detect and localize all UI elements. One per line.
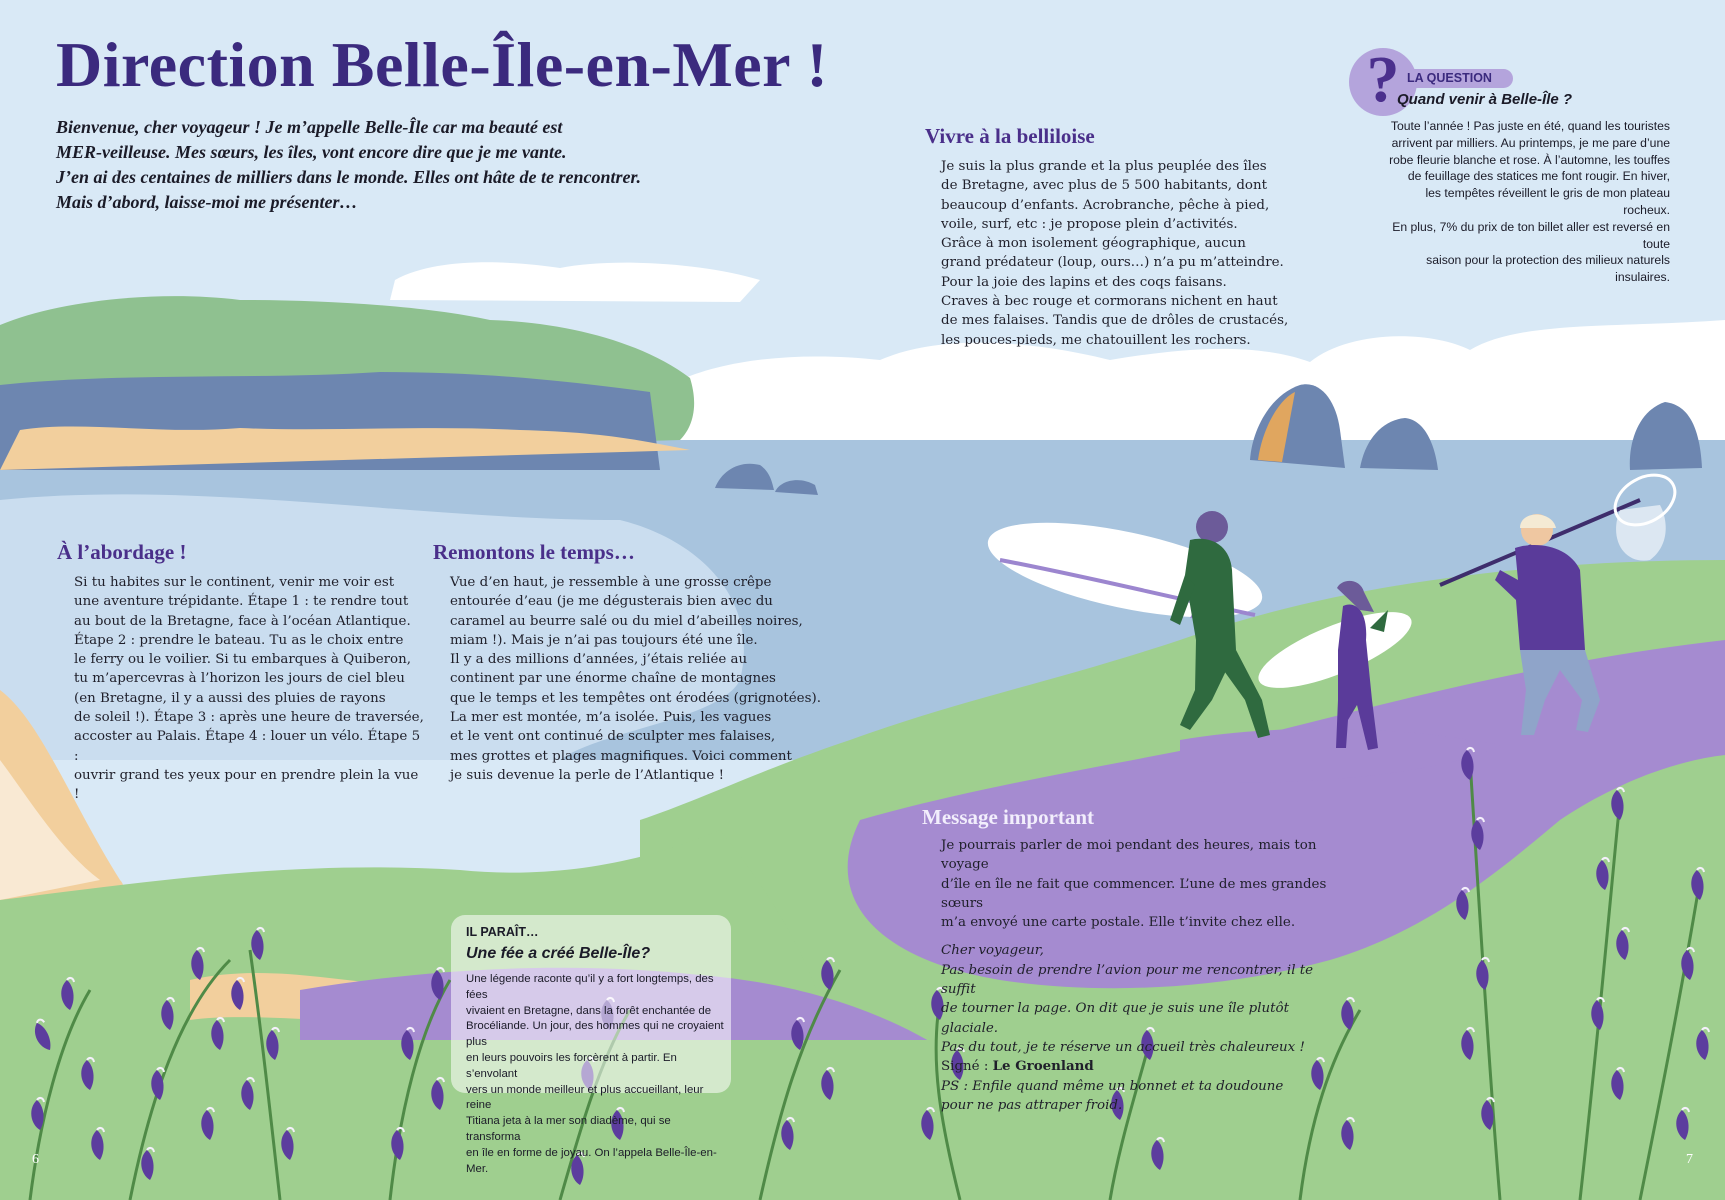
vivre-line: beaucoup d’enfants. Acrobranche, pêche à pied, (941, 197, 1270, 213)
temps-line: miam !). Mais je n’ai pas toujours été une île. (450, 632, 758, 648)
question-line: Toute l’année ! Pas juste en été, quand les touristes (1390, 119, 1670, 133)
legend-line: Brocéliande. Un jour, des hommes qui ne croyaient plus (466, 1020, 724, 1049)
temps-line: entourée d’eau (je me dégusterais bien avec du (450, 594, 773, 610)
legend-line: Une légende raconte qu’il y a fort longtemps, des fées (466, 973, 714, 1001)
vivre-line: grand prédateur (loup, ours…) n’a pu m’atteindre. (941, 255, 1284, 271)
vivre-line: les pouces-pieds, me chatouillent les rochers. (941, 332, 1251, 348)
temps-heading: Remontons le temps… (433, 540, 635, 564)
intro-line: J’en ai des centaines de milliers dans le monde. Elles ont hâte de te rencontrer. (56, 167, 641, 187)
temps-body (450, 573, 830, 785)
legend-line: en île en forme de joyau. On l’appela Belle-Île-en-Mer. (466, 1146, 717, 1175)
abordage-heading: À l’abordage ! (57, 540, 187, 564)
letter-line: Pas du tout, je te réserve un accueil très chaleureux ! (941, 1039, 1305, 1055)
intro-paragraph (56, 115, 836, 215)
legend-line: vers un monde meilleur et plus accueillant, leur reine (466, 1083, 704, 1112)
intro-line: Bienvenue, cher voyageur ! Je m’appelle Belle-Île car ma beauté est (56, 117, 563, 137)
temps-line: que le temps et les tempêtes ont érodées (grignotées). (450, 690, 821, 706)
abordage-line: ouvrir grand tes yeux pour en prendre plein la vue ! (74, 767, 419, 803)
message-body (941, 836, 1341, 1115)
question-line: saison pour la protection des milieux naturels insulaires. (1426, 253, 1670, 285)
temps-line: je suis devenue la perle de l’Atlantique ! (450, 767, 724, 783)
message-line: Je pourrais parler de moi pendant des heures, mais ton voyage (941, 838, 1317, 873)
vivre-line: Je suis la plus grande et la plus peuplée des îles (941, 159, 1267, 174)
intro-line: MER-veilleuse. Mes sœurs, les îles, vont encore dire que je me vante. (56, 142, 567, 162)
question-title: Quand venir à Belle-Île ? (1397, 91, 1573, 108)
vivre-heading: Vivre à la belliloise (925, 124, 1095, 148)
page-number-right: 7 (1686, 1152, 1693, 1167)
abordage-body (74, 573, 424, 805)
abordage-line: de soleil !). Étape 3 : après une heure de traversée, (74, 710, 424, 726)
abordage-line: Étape 2 : prendre le bateau. Tu as le choix entre (74, 632, 404, 648)
letter-ps: PS : Enfile quand même un bonnet et ta doudoune (941, 1078, 1284, 1094)
abordage-line: une aventure trépidante. Étape 1 : te rendre tout (74, 594, 409, 610)
vivre-line: Craves à bec rouge et cormorans nichent en haut (941, 294, 1278, 310)
question-line: les tempêtes réveillent le gris de mon plateau rocheux. (1425, 186, 1670, 217)
legend-line: vivaient en Bretagne, dans la forêt enchantée de (466, 1004, 712, 1017)
vivre-line: voile, surf, etc : je propose plein d’activités. (941, 216, 1238, 232)
vivre-line: Grâce à mon isolement géographique, aucun (941, 236, 1246, 252)
abordage-line: le ferry ou le voilier. Si tu embarques à Quiberon, (74, 652, 411, 668)
temps-line: et le vent ont continué de sculpter mes falaises, (450, 729, 776, 745)
question-body (1380, 118, 1670, 286)
letter-line: Pas besoin de prendre l’avion pour me rencontrer, il te suffit (941, 962, 1314, 998)
question-line: arrivent par milliers. Au printemps, je me pare d’une (1391, 135, 1670, 150)
temps-line: Il y a des millions d’années, j’étais reliée au (450, 652, 748, 668)
temps-line: La mer est montée, m’a isolée. Puis, les vagues (450, 710, 772, 726)
temps-line: caramel au beurre salé ou du miel d’abeilles noires, (450, 613, 803, 629)
vivre-body (941, 157, 1326, 350)
question-line: En plus, 7% du prix de ton billet aller est reversé en toute (1392, 219, 1670, 251)
vivre-line: Pour la joie des lapins et des coqs faisans. (941, 274, 1227, 290)
letter-line: Cher voyageur, (941, 943, 1044, 959)
signature-prefix: Signé : (941, 1059, 993, 1075)
letter-line: de tourner la page. On dit que je suis une île plutôt glaciale. (941, 1001, 1289, 1036)
temps-line: mes grottes et plages magnifiques. Voici comment (450, 748, 792, 764)
abordage-line: (en Bretagne, il y a aussi des pluies de rayons (74, 690, 386, 706)
vivre-line: de mes falaises. Tandis que de drôles de crustacés, (941, 313, 1289, 329)
abordage-line: au bout de la Bretagne, face à l’océan Atlantique. (74, 613, 411, 629)
message-line: m’a envoyé une carte postale. Elle t’invite chez elle. (941, 915, 1296, 931)
legend-line: Titiana jeta à la mer son diadème, qui se transforma (466, 1115, 671, 1143)
page-number-left: 6 (32, 1152, 39, 1167)
question-label: LA QUESTION (1407, 71, 1492, 85)
temps-line: continent par une énorme chaîne de montagnes (450, 671, 776, 687)
legend-line: en leurs pouvoirs les forcèrent à partir. En s’envolant (466, 1051, 677, 1080)
question-mark-icon: ? (1366, 43, 1400, 116)
legend-label: IL PARAÎT… (466, 925, 539, 939)
message-line: d’île en île ne fait que commencer. L’une de mes grandes sœurs (941, 876, 1327, 911)
legend-title: Une fée a créé Belle-Île? (466, 945, 651, 962)
intro-line: Mais d’abord, laisse-moi me présenter… (56, 192, 358, 212)
abordage-line: Si tu habites sur le continent, venir me voir est (74, 575, 395, 590)
legend-body (466, 972, 728, 1177)
letter-signature (941, 1057, 1341, 1076)
abordage-line: tu m’apercevras à l’horizon les jours de ciel bleu (74, 671, 405, 687)
page-title: Direction Belle-Île-en-Mer ! (56, 29, 829, 100)
question-line: de feuillage des statices me font rougir. En hiver, (1407, 169, 1670, 184)
abordage-line: accoster au Palais. Étape 4 : louer un vélo. Étape 5 : (74, 729, 421, 764)
signature-name: Le Groenland (992, 1058, 1094, 1075)
message-heading: Message important (922, 805, 1095, 829)
letter-ps: pour ne pas attraper froid. (941, 1097, 1123, 1113)
temps-line: Vue d’en haut, je ressemble à une grosse crêpe (450, 575, 772, 590)
vivre-line: de Bretagne, avec plus de 5 500 habitants, dont (941, 178, 1267, 194)
question-line: robe fleurie blanche et rose. À l’automne, les touffes (1389, 152, 1670, 167)
